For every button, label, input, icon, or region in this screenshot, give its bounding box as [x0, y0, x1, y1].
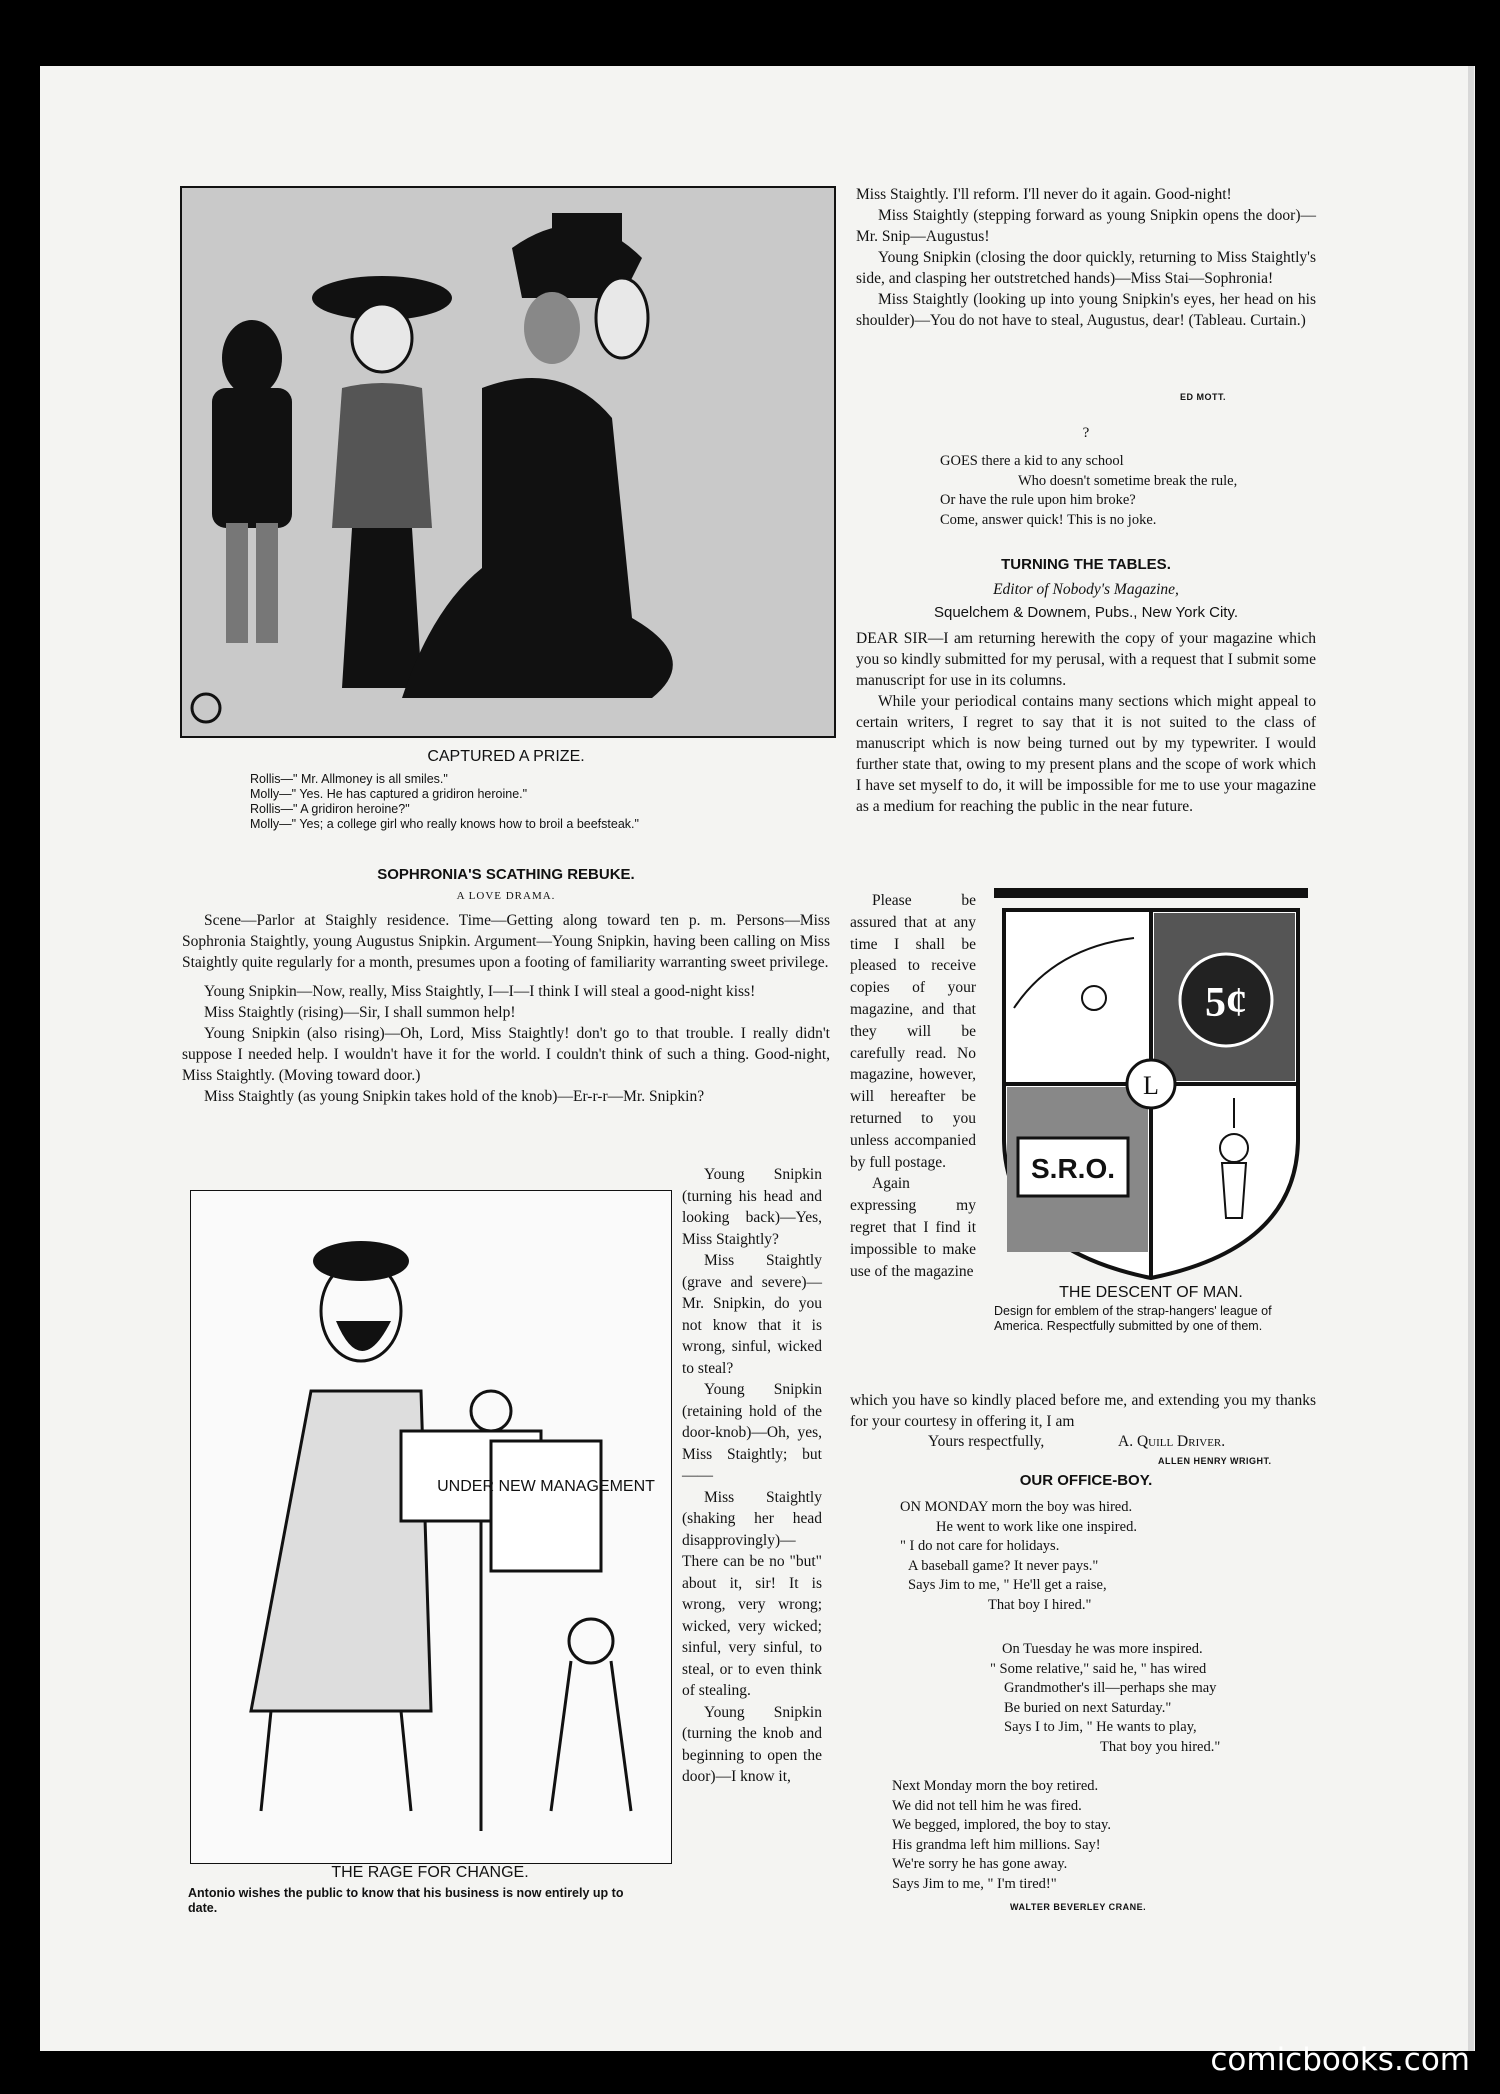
- poem2-stanza1: [900, 1498, 1137, 1615]
- poem2-line: We begged, implored, the boy to stay.: [892, 1817, 1111, 1833]
- sign-text: UNDER NEW MANAGEMENT: [437, 1478, 655, 1495]
- poem2-title: OUR OFFICE-BOY.: [1019, 1472, 1153, 1489]
- poem2-line: " I do not care for holidays.: [900, 1538, 1060, 1554]
- descent-of-man-emblem: [994, 888, 1308, 1282]
- watermark: comicbooks.com: [1210, 2042, 1470, 2078]
- letter-author: ALLEN HENRY WRIGHT.: [1158, 1456, 1272, 1466]
- poem2-line: Be buried on next Saturday.": [1004, 1699, 1172, 1716]
- letter-narrow-column: [850, 890, 976, 1282]
- poem1-line: Who doesn't sometime break the rule,: [1018, 472, 1238, 489]
- poem1-title: ?: [1082, 425, 1090, 441]
- poem1-line: GOES there a kid to any school: [940, 453, 1124, 469]
- poem2-line: We did not tell him he was fired.: [892, 1797, 1082, 1814]
- drama-line: Miss Staightly (rising)—Sir, I shall summon help!: [204, 1004, 516, 1021]
- dialogue-line: Rollis—" Mr. Allmoney is all smiles.": [250, 772, 448, 786]
- letter-address2: Squelchem & Downem, Pubs., New York City.: [933, 604, 1239, 621]
- emblem-title: THE DESCENT OF MAN.: [1059, 1284, 1243, 1301]
- couple-cartoon-drawing: [182, 188, 834, 736]
- drama-side-line: Miss Staightly (shaking her head disapprovingly)—There can be no "but" about it, sir! It is wrong, very wrong; wicked, very wicked; sinful, very sinful, to steal, or to even think of stealing.: [682, 1488, 822, 1699]
- poem2-line: That boy you hired.": [1100, 1738, 1221, 1755]
- poem1-line: Or have the rule upon him broke?: [940, 492, 1136, 508]
- poem1-line: Come, answer quick! This is no joke.: [940, 511, 1157, 528]
- letter-closing: Yours respectfully,: [928, 1433, 1045, 1450]
- captured-a-prize-illustration: [180, 186, 836, 738]
- poem2-stanza2: [990, 1640, 1220, 1757]
- poem1-body: [940, 452, 1237, 530]
- poem2-line: A baseball game? It never pays.": [908, 1557, 1099, 1574]
- poem2-line: Says Jim to me, " He'll get a raise,: [908, 1577, 1107, 1593]
- dialogue-line: Rollis—" A gridiron heroine?": [250, 802, 410, 816]
- drama-line: Young Snipkin (also rising)—Oh, Lord, Miss Staightly! don't go to that trouble. I really didn't suppose I needed help. I wouldn't have it for the world. I couldn't think of such a thing. Good-night, Miss Staightly. (Moving toward door.): [182, 1025, 830, 1084]
- illustration1-dialogue: [250, 772, 810, 832]
- drama-side-line: Miss Staightly (grave and severe)—Mr. Snipkin, do you not know that it is wrong, sinful, wicked to steal?: [682, 1252, 822, 1377]
- letter-paragraph: which you have so kindly placed before me, and extending you my thanks for your courtesy in offering it, I am: [850, 1392, 1316, 1430]
- drama-line: Young Snipkin—Now, really, Miss Staightly, I—I—I think I will steal a good-night kiss!: [204, 983, 756, 1000]
- dialogue-line: Molly—" Yes; a college girl who really knows how to broil a beefsteak.": [250, 817, 639, 831]
- poem2-line: " Some relative," said he, " has wired: [990, 1660, 1207, 1677]
- drama-body: [182, 910, 830, 1107]
- poem2-line: Next Monday morn the boy retired.: [892, 1778, 1099, 1794]
- emblem-caption: Design for emblem of the strap-hangers' league of America. Respectfully submitted by one of them.: [994, 1304, 1272, 1333]
- drama-side-line: Young Snipkin (retaining hold of the door-knob)—Oh, yes, Miss Staightly; but——: [682, 1381, 822, 1484]
- poem2-line: We're sorry he has gone away.: [892, 1856, 1068, 1872]
- letter-address1: Editor of Nobody's Magazine,: [993, 581, 1179, 598]
- poem2-line: Says Jim to me, " I'm tired!": [892, 1875, 1057, 1892]
- drama-title: SOPHRONIA'S SCATHING REBUKE.: [377, 866, 635, 883]
- letter-paragraph: While your periodical contains many sections which might appeal to certain writers, I regret to say that it is not suited to the class of manuscript which is now being turned out by my typewriter. I would further state that, owing to my present plans and the scope of work which I have set myself to do, it will be impossible for me to use your magazine as a medium for reaching the public in the near future.: [856, 693, 1316, 815]
- drama-cont-line: Young Snipkin (closing the door quickly, returning to Miss Staightly's side, and clasping her outstretched hands)—Miss Stai—Sophronia!: [856, 249, 1316, 287]
- letter-paragraph: Please be assured that at any time I shall be pleased to receive copies of your magazine, and that they will be carefully read. No magazine, however, will hereafter be returned to you unless accompanied by full postage.: [850, 892, 976, 1171]
- drama-cont-line: Miss Staightly (stepping forward as young Snipkin opens the door)—Mr. Snip—Augustus!: [856, 207, 1316, 245]
- drama-cont-line: Miss Staightly (looking up into young Snipkin's eyes, her head on his shoulder)—You do not have to steal, Augustus, dear! (Tableau. Curtain.): [856, 291, 1316, 329]
- letter-paragraph: DEAR SIR—I am returning herewith the copy of your magazine which you so kindly submitted for my perusal, with a request that I submit some manuscript for use in its columns.: [856, 630, 1316, 689]
- emblem-letter: L: [1143, 1071, 1159, 1100]
- poem2-line: Grandmother's ill—perhaps she may: [1004, 1680, 1217, 1696]
- dialogue-line: Molly—" Yes. He has captured a gridiron heroine.": [250, 787, 528, 801]
- drama-side-line: Young Snipkin (turning his head and looking back)—Yes, Miss Staightly?: [682, 1166, 822, 1248]
- shield-emblem-drawing: [994, 888, 1308, 1282]
- letter-body: [856, 628, 1316, 817]
- letter-ending: [850, 1390, 1316, 1432]
- letter-paragraph: Again expressing my regret that I find it impossible to make use of the magazine: [850, 1175, 976, 1280]
- emblem-sign: S.R.O.: [1030, 1153, 1116, 1184]
- poem2-line: His grandma left him millions. Say!: [892, 1836, 1101, 1853]
- poem2-line: On Tuesday he was more inspired.: [1002, 1641, 1203, 1657]
- illustration1-title: CAPTURED A PRIZE.: [427, 748, 585, 765]
- drama-line: Miss Staightly (as young Snipkin takes hold of the knob)—Er-r-r—Mr. Snipkin?: [204, 1088, 705, 1105]
- drama-author: ED MOTT.: [1180, 392, 1226, 402]
- illustration2-caption: Antonio wishes the public to know that his business is now entirely up to date.: [188, 1886, 624, 1915]
- poem2-author: WALTER BEVERLEY CRANE.: [1010, 1902, 1147, 1912]
- poem2-line: Says I to Jim, " He wants to play,: [1004, 1719, 1197, 1735]
- poem2-line: He went to work like one inspired.: [936, 1518, 1137, 1535]
- organ-grinder-drawing: [191, 1191, 671, 1863]
- illustration2-title: THE RAGE FOR CHANGE.: [331, 1864, 529, 1881]
- emblem-price: 5¢: [1205, 980, 1247, 1026]
- drama-side-line: Young Snipkin (turning the knob and beginning to open the door)—I know it,: [682, 1703, 822, 1785]
- poem2-line: ON MONDAY morn the boy was hired.: [900, 1499, 1133, 1515]
- rage-for-change-illustration: [190, 1190, 672, 1864]
- drama-subtitle: A LOVE DRAMA.: [456, 890, 556, 902]
- letter-title: TURNING THE TABLES.: [1001, 556, 1171, 573]
- letter-signer: A. Quill Driver.: [1118, 1433, 1226, 1450]
- poem2-line: That boy I hired.": [988, 1596, 1092, 1613]
- poem2-stanza3: [892, 1777, 1111, 1894]
- drama-side-column: [682, 1164, 822, 1788]
- page-edge: [1468, 66, 1474, 2051]
- drama-cont-line: Miss Staightly. I'll reform. I'll never do it again. Good-night!: [856, 186, 1232, 203]
- drama-intro: Scene—Parlor at Staighly residence. Time—Getting along toward ten p. m. Persons—Miss Sophronia Staightly, young Augustus Snipkin. Argument—Young Snipkin, having been calling on Miss Staightly quite regularly for a month, presumes upon a footing of familiarity warranting sweet privilege.: [182, 912, 830, 971]
- drama-continued: [856, 184, 1316, 331]
